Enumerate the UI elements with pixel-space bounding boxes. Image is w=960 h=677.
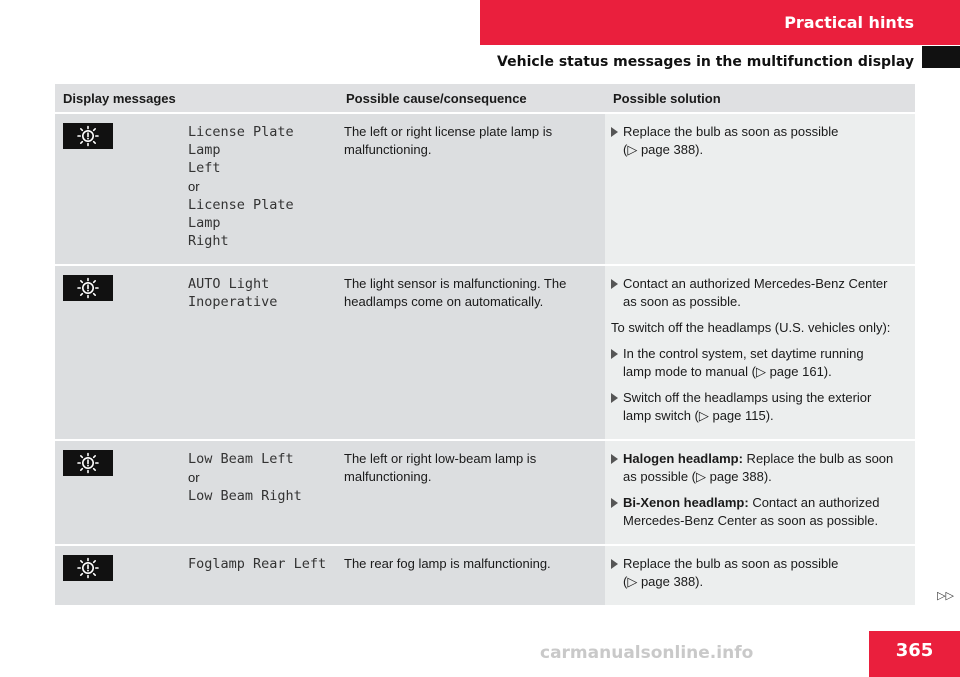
cause-cell — [338, 440, 605, 545]
step-arrow-icon — [611, 454, 618, 464]
solution-cell — [605, 113, 915, 265]
solution-line: lamp mode to manual (▷ page 161). — [623, 364, 832, 379]
solution-step — [611, 555, 909, 591]
watermark: carmanualsonline.info — [540, 643, 754, 663]
solution-note — [611, 319, 909, 337]
solution-line — [623, 494, 909, 512]
solution-cell — [605, 545, 915, 605]
display-message-text: Right — [188, 233, 229, 249]
cause-cell — [338, 545, 605, 605]
table-row — [55, 113, 915, 265]
display-message-text: License Plate Lamp — [188, 197, 294, 231]
display-message-cell — [182, 440, 338, 545]
display-message-text: Low Beam Right — [188, 488, 302, 504]
solution-line: as soon as possible. — [623, 294, 741, 309]
table-body — [55, 113, 915, 605]
icon-cell — [55, 545, 182, 605]
display-message-text: AUTO Light — [188, 276, 270, 292]
solution-step — [611, 494, 909, 530]
step-arrow-icon — [611, 559, 618, 569]
solution-emphasis: Halogen headlamp: — [623, 451, 743, 466]
solution-line: Replace the bulb as soon as possible — [623, 556, 839, 571]
table-row — [55, 265, 915, 440]
solution-line — [623, 450, 909, 468]
table-header-row — [55, 84, 915, 113]
cause-cell — [338, 113, 605, 265]
display-message-text: Inoperative — [188, 294, 278, 310]
solution-emphasis: Bi-Xenon headlamp: — [623, 495, 749, 510]
solution-line: lamp switch (▷ page 115). — [623, 408, 774, 423]
solution-step — [611, 389, 909, 425]
or-separator: or — [188, 179, 200, 194]
solution-line: Mercedes-Benz Center as soon as possible. — [623, 513, 879, 528]
page-title: Vehicle status messages in the multifunction display — [497, 54, 914, 70]
solution-text: Contact an authorized — [748, 495, 880, 510]
display-message-cell — [182, 113, 338, 265]
lamp-warning-icon — [63, 275, 113, 301]
lamp-warning-icon — [63, 123, 113, 149]
step-arrow-icon — [611, 279, 618, 289]
continue-arrows-icon: ▷▷ — [937, 589, 954, 602]
solution-line: (▷ page 388). — [623, 142, 704, 157]
cause-cell — [338, 265, 605, 440]
solution-step — [611, 275, 909, 311]
table-row — [55, 440, 915, 545]
solution-line: Switch off the headlamps using the exterior — [623, 390, 872, 405]
solution-line: Replace the bulb as soon as possible — [623, 124, 839, 139]
cause-text: The left or right low-beam lamp is malfunctioning. — [344, 451, 537, 484]
section-title: Practical hints — [784, 13, 914, 32]
section-tab — [480, 0, 960, 45]
display-message-text: Low Beam Left — [188, 451, 294, 467]
display-message-text: Foglamp Rear Left — [188, 556, 327, 572]
heading-marker — [922, 46, 960, 68]
step-arrow-icon — [611, 393, 618, 403]
display-message-text: License Plate Lamp — [188, 124, 294, 158]
solution-line: (▷ page 388). — [623, 574, 704, 589]
cause-text: The left or right license plate lamp is malfunctioning. — [344, 124, 553, 157]
solution-step — [611, 450, 909, 486]
solution-line: To switch off the headlamps (U.S. vehicles only): — [611, 320, 891, 335]
step-arrow-icon — [611, 498, 618, 508]
icon-cell — [55, 440, 182, 545]
lamp-warning-icon — [63, 450, 113, 476]
solution-line: as possible (▷ page 388). — [623, 469, 772, 484]
solution-text: Replace the bulb as soon — [742, 451, 894, 466]
solution-step — [611, 345, 909, 381]
cause-text: The light sensor is malfunctioning. The headlamps come on automatically. — [344, 276, 567, 309]
lamp-warning-icon — [63, 555, 113, 581]
display-message-text: Left — [188, 160, 221, 176]
icon-cell — [55, 113, 182, 265]
table-row — [55, 545, 915, 605]
solution-step — [611, 123, 909, 159]
display-message-cell — [182, 545, 338, 605]
solution-cell — [605, 440, 915, 545]
step-arrow-icon — [611, 127, 618, 137]
icon-cell — [55, 265, 182, 440]
status-messages-table — [55, 84, 915, 605]
display-message-cell — [182, 265, 338, 440]
step-arrow-icon — [611, 349, 618, 359]
page-number: 365 — [869, 631, 960, 677]
header-display-messages: Display messages — [55, 84, 338, 113]
solution-line: In the control system, set daytime running — [623, 346, 864, 361]
header-possible-cause: Possible cause/consequence — [338, 84, 605, 113]
header-possible-solution: Possible solution — [605, 84, 915, 113]
cause-text: The rear fog lamp is malfunctioning. — [344, 556, 551, 571]
or-separator: or — [188, 470, 200, 485]
solution-line: Contact an authorized Mercedes-Benz Center — [623, 276, 888, 291]
solution-cell — [605, 265, 915, 440]
